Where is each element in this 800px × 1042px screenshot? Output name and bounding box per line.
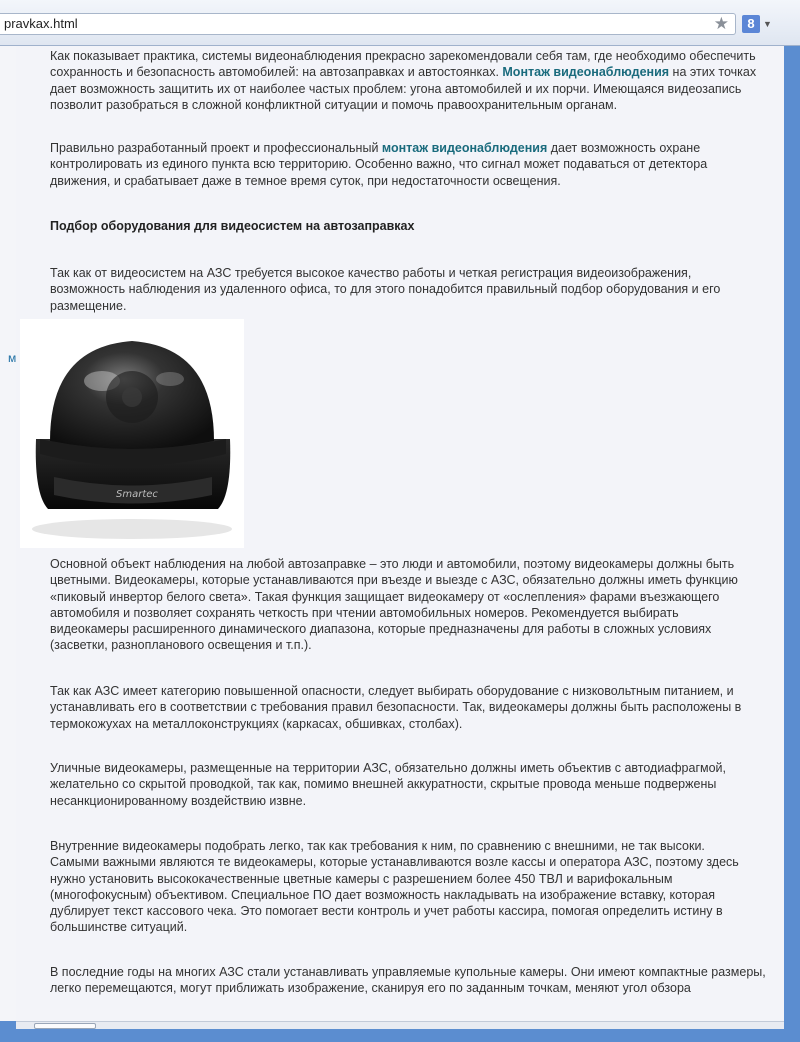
paragraph-1-text-a: Как показывает практика, системы видеонаблюдения прекрасно зарекомендовали себя там, где необходимо обеспечить сохранность и безопасность автомобилей: на автозаправках и автостоянках. — [50, 49, 756, 80]
paragraph-8: В последние годы на многих АЗС стали устанавливать управляемые купольные камеры. Они имеют компактные размеры, легко перемещаются, могут приближать изображение, сканируя его по заданным точкам, меняют угол обзора — [50, 965, 766, 996]
horizontal-scrollbar[interactable] — [16, 1021, 784, 1029]
paragraph-5: Так как АЗС имеет категорию повышенной опасности, следует выбирать оборудование с низковольтным питанием, и устанавливать его в соответствии с требования правил безопасности. Так, видеокамеры должны быть расположены в термокожухах на металлоконструкциях (каркасах, обшивках, столбах). — [50, 684, 742, 731]
paragraph-2-text-a: Правильно разработанный проект и профессиональный — [50, 141, 382, 155]
camera-brand-label: Smartec — [116, 489, 158, 500]
browser-toolbar — [0, 0, 800, 46]
section-heading: Подбор оборудования для видеосистем на автозаправках — [50, 219, 415, 233]
paragraph-1-text-b: на этих точках дает возможность защитить их от наиболее частых проблем: угона автомобилей и их порчи. Имеющаяся видеозапись позволит разобраться в сложной конфликтной ситуации и помочь правоохранительным органам. — [50, 65, 757, 112]
paragraph-2-text-b: дает возможность охране контролировать из единого пункта всю территорию. Особенно важно, что сигнал может подаваться от детектора движения, и срабатывает даже в темное время суток, при недостаточности освещения. — [50, 141, 708, 188]
link-montazh-2[interactable]: монтаж видеонаблюдения — [381, 141, 548, 155]
sidebar-text-fragment[interactable]: м — [8, 351, 17, 365]
paragraph-3: Так как от видеосистем на АЗС требуется высокое качество работы и четкая регистрация видеоизображения, возможность наблюдения из удаленного офиса, то для этого понадобится правильный подбор оборудования и его размещение. — [50, 266, 721, 313]
vertical-scrollbar[interactable] — [784, 46, 800, 1021]
paragraph-7: Внутренние видеокамеры подобрать легко, так как требования к ним, по сравнению с внешними, не так высоки. Самыми важными являются те видеокамеры, которые устанавливаются возле кассы и оператора АЗС, поэтому здесь нужно установить высококачественные цветные камеры с разрешением более 450 ТВЛ и варифокальным (многофокусным) объективом. Специальное ПО дает возможность накладывать на изображение вставку, которая дублирует текст кассового чека. Это помогает вести контроль и учет работы кассира, помогая определить истину в большинстве ситуаций. — [50, 839, 739, 935]
url-text[interactable]: pravkax.html — [4, 16, 78, 31]
horizontal-scroll-thumb[interactable] — [34, 1023, 96, 1029]
paragraph-1 — [50, 48, 770, 113]
paragraph-2 — [50, 140, 740, 189]
google-search-icon[interactable]: 8 — [742, 15, 760, 33]
search-engine-selector[interactable] — [742, 13, 782, 35]
chevron-down-icon[interactable]: ▼ — [763, 19, 772, 29]
star-icon[interactable]: ★ — [713, 14, 729, 33]
page-content — [16, 46, 784, 1021]
link-montazh-1[interactable]: Монтаж видеонаблюдения — [502, 65, 670, 80]
camera-photo — [20, 319, 244, 548]
address-bar[interactable] — [0, 13, 736, 35]
paragraph-6: Уличные видеокамеры, размещенные на территории АЗС, обязательно должны иметь объектив с автодиафрагмой, желательно со скрытой проводкой, так как, помимо внешней аккуратности, скрытые провода меньше подвержены несанкционированному воздействию извне. — [50, 761, 727, 808]
sidebar-fragment — [0, 46, 16, 1021]
paragraph-4: Основной объект наблюдения на любой автозаправке – это люди и автомобили, поэтому видеокамеры должны быть цветными. Видеокамеры, которые устанавливаются при въезде и выезде с АЗС, обязательно должны иметь функцию «пиковый инвертор белого света». Такая функция защищает видеокамеру от «ослепления» фарами въезжающего автомобиля и позволяет сохранять четкость при чтении автомобильных номеров. Рекомендуется выбирать видеокамеры расширенного динамического диапазона, которые предназначены для работы в сложных условиях (засветки, разнопланового освещения и т.п.). — [50, 557, 738, 653]
window-bottom — [0, 1021, 800, 1042]
dome-camera-image — [20, 319, 244, 548]
